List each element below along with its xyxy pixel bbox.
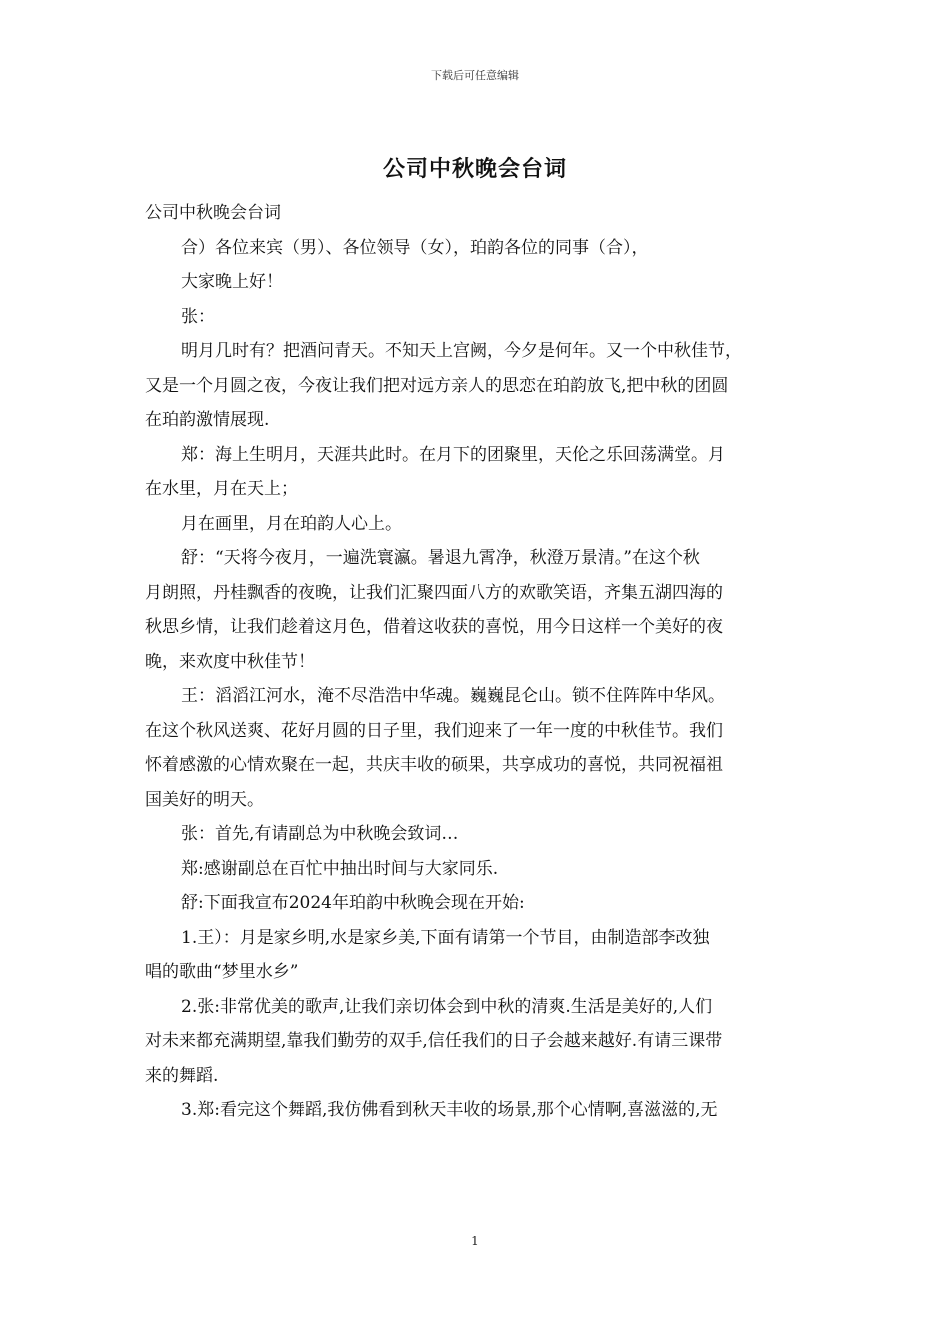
body-line: 张：首先,有请副总为中秋晚会致词… [181,824,459,844]
body-line: 在这个秋风送爽、花好月圆的日子里，我们迎来了一年一度的中秋佳节。我们 [145,720,723,741]
document-title: 公司中秋晚会台词 [382,156,567,182]
page-number: 1 [471,1234,479,1248]
body-line: 1.王）：月是家乡明,水是家乡美,下面有请第一个节目，由制造部李改独 [181,927,710,948]
header-note: 下载后可任意编辑 [431,69,519,82]
body-line: 对未来都充满期望,靠我们勤劳的双手,信任我们的日子会越来越好.有请三课带 [145,1031,723,1051]
body-line: 来的舞蹈. [145,1065,219,1086]
body-line: 王：滔滔江河水，淹不尽浩浩中华魂。巍巍昆仑山。锁不住阵阵中华风。 [181,686,725,706]
body-line: 在珀韵激情展现. [145,410,270,430]
body-line: 国美好的明天。 [145,789,264,810]
body-line: 唱的歌曲“梦里水乡” [145,962,299,982]
body-line: 明月几时有？把酒问青天。不知天上宫阙，今夕是何年。又一个中秋佳节， [181,341,742,361]
body-line: 2.张:非常优美的歌声,让我们亲切体会到中秋的清爽.生活是美好的,人们 [181,996,713,1017]
body-line: 郑：海上生明月，天涯共此时。在月下的团聚里，天伦之乐回荡满堂。月 [181,444,725,465]
body-line: 月在画里，月在珀韵人心上。 [181,513,402,534]
body-line: 又是一个月圆之夜，今夜让我们把对远方亲人的思恋在珀韵放飞,把中秋的团圆 [145,375,729,396]
body-line: 月朗照，丹桂飘香的夜晚，让我们汇聚四面八方的欢歌笑语，齐集五湖四海的 [145,582,723,603]
body-line: 张： [181,306,215,327]
body-line: 舒:下面我宣布2024年珀韵中秋晚会现在开始: [181,893,525,913]
body-line: 郑:感谢副总在百忙中抽出时间与大家同乐. [181,858,499,879]
body-line: 大家晚上好！ [181,272,283,292]
body-line: 秋思乡情，让我们趁着这月色，借着这收获的喜悦，用今日这样一个美好的夜 [145,617,723,637]
body-line: 公司中秋晚会台词 [145,203,281,223]
body-line: 在水里，月在天上； [145,479,298,499]
document-body [145,196,807,1128]
body-line: 合）各位来宾（男）、各位领导（女），珀韵各位的同事（合）， [181,237,649,258]
body-line: 晚，来欢度中秋佳节！ [145,651,315,672]
body-line: 舒：“天将今夜月，一遍洗寰瀛。暑退九霄净，秋澄万景清。”在这个秋 [181,548,700,568]
body-line: 3.郑:看完这个舞蹈,我仿佛看到秋天丰收的场景,那个心情啊,喜滋滋的,无 [181,1100,718,1120]
body-line: 怀着感激的心情欢聚在一起，共庆丰收的硕果，共享成功的喜悦，共同祝福祖 [145,755,723,775]
